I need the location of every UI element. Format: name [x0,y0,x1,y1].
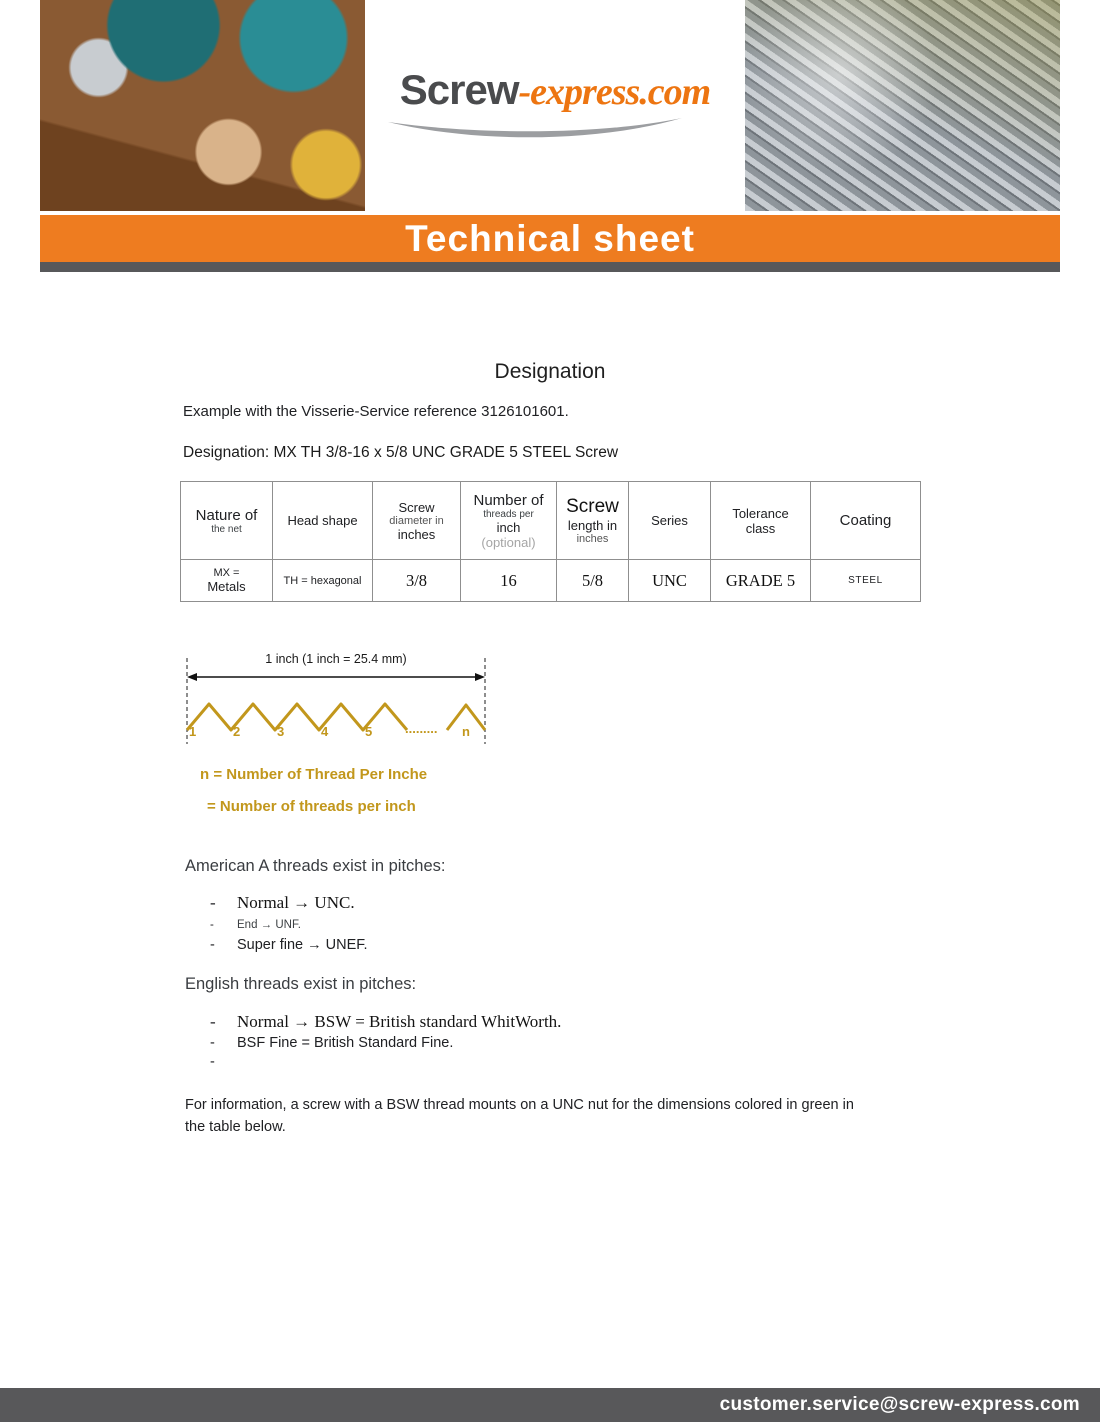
thread-pitch-diagram [183,652,489,754]
header-diameter: Screw diameter in inches [373,482,461,560]
thread-zigzag [187,704,407,730]
list-dash: - [210,893,216,912]
header-threads-per-inch: Number of threads per inch (optional) [461,482,557,560]
cell-head-shape: TH = hexagonal [273,560,373,602]
page-title: Designation [494,360,606,383]
thread-num-4: 4 [321,724,329,739]
screws-pile-photo [745,0,1060,211]
banner-title: Technical sheet [405,217,695,259]
cell-length: 5/8 [557,560,629,602]
cell-coating: STEEL [811,560,921,602]
header-series: Series [629,482,711,560]
american-threads-heading: American A threads exist in pitches: [185,857,446,875]
customer-service-email: customer.service@screw-express.com [719,1394,1080,1415]
list-dash: - [210,1012,216,1031]
thread-num-n: n [462,724,470,739]
logo [365,0,745,211]
list-dash: - [210,937,215,953]
header-head-shape: Head shape [273,482,373,560]
designation-line: Designation: MX TH 3/8-16 x 5/8 UNC GRADE 5 STEEL Screw [183,444,619,461]
logo-domain-text: -express.com [518,70,711,113]
diagram-caption-1: n = Number of Thread Per Inche [200,766,428,783]
american-item-unc [210,893,355,913]
footer-bar [0,1388,1100,1422]
example-line: Example with the Visserie-Service reference 3126101601. [183,403,569,420]
english-item-bsf [210,1035,453,1051]
table-header-row [181,482,921,560]
workbench-photo [40,0,365,211]
arrowhead-right [475,673,485,681]
english-item-bsw-text: Normal → BSW = British standard WhitWorth. [237,1012,562,1031]
american-item-unf [210,919,301,931]
thread-num-2: 2 [233,724,241,739]
cell-nature: MX = Metals [181,560,273,602]
diagram-caption-2: = Number of threads per inch [207,798,416,815]
logo-swoosh [380,115,690,143]
english-item-bsf-text: BSF Fine = British Standard Fine. [237,1035,454,1051]
list-dash: - [210,919,214,931]
cell-series: UNC [629,560,711,602]
arrowhead-left [187,673,197,681]
table-data-row [181,560,921,602]
thread-num-3: 3 [277,724,285,739]
banner-shadow-bar [40,262,1060,272]
english-item-bsw [210,1012,561,1032]
header-nature: Nature of the net [181,482,273,560]
cell-tolerance: GRADE 5 [711,560,811,602]
header-length: Screw length in inches [557,482,629,560]
logo-brand-text: Screw [399,65,519,113]
american-item-unc-text: Normal → UNC. [237,893,355,912]
english-threads-heading: English threads exist in pitches: [185,975,417,993]
cell-diameter: 3/8 [373,560,461,602]
american-item-unf-text: End → UNF. [237,919,301,931]
thread-num-1: 1 [189,724,197,739]
designation-table [180,481,921,602]
header-coating: Coating [811,482,921,560]
english-item-empty [210,1054,237,1070]
thread-dots: ......... [405,721,438,736]
information-note: For information, a screw with a BSW thread mounts on a UNC nut for the dimensions colored in green in the table below. [185,1097,854,1136]
title-banner [40,215,1060,262]
inch-arrow-label: 1 inch (1 inch = 25.4 mm) [265,652,407,666]
list-dash: - [210,1054,215,1070]
list-dash: - [210,1035,215,1051]
american-item-unef-text: Super fine → UNEF. [237,937,368,953]
header-tolerance: Tolerance class [711,482,811,560]
thread-num-5: 5 [365,724,373,739]
american-item-unef [210,937,368,953]
cell-threads: 16 [461,560,557,602]
